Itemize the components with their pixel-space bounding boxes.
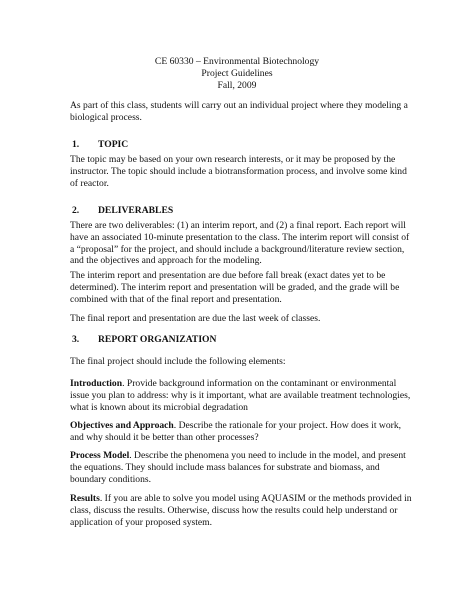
topic-paragraph: The topic may be based on your own research interests, or it may be proposed by the instructor. The topic should include a biotransformation process, and involve some kind of reactor. bbox=[70, 154, 407, 189]
element-text: . Provide background information on the contaminant or environmental issue you plan to address: why is it important, what are available treatment technologies, what is known about its microbial degradation bbox=[70, 378, 411, 413]
element-results bbox=[70, 493, 415, 528]
intro-paragraph: As part of this class, students will carry out an individual project where they modeling a biological process. bbox=[70, 100, 408, 123]
document-title: Project Guidelines bbox=[201, 67, 273, 79]
element-process-model bbox=[70, 450, 415, 485]
deliverables-paragraph-3: The final report and presentation are due the last week of classes. bbox=[70, 313, 321, 324]
element-objectives-and-approach bbox=[70, 420, 415, 444]
section-heading-topic bbox=[72, 139, 128, 151]
element-term: Process Model bbox=[70, 450, 130, 461]
course-title: CE 60330 – Environmental Biotechnology bbox=[154, 56, 320, 67]
element-term: Introduction bbox=[70, 378, 123, 389]
section-title: DELIVERABLES bbox=[98, 205, 174, 216]
deliverables-paragraph-2: The interim report and presentation are due before fall break (exact dates yet to be determined). The interim report and presentation will be graded, and the grade will be combined with that of the final report and presentation. bbox=[70, 270, 400, 305]
element-text: . Describe the rationale for your project. How does it work, and why should it be better than other processes? bbox=[70, 420, 402, 443]
section-heading-report-organization bbox=[72, 334, 216, 346]
element-text: . If you are able to solve you model using AQUASIM or the methods provided in class, discuss the results. Otherwise, discuss how the results could help understand or application of your proposed system. bbox=[70, 493, 412, 528]
element-text: . Describe the phenomena you need to include in the model, and present the equations. They should include mass balances for substrate and biomass, and boundary conditions. bbox=[70, 450, 406, 485]
section-number: 2. bbox=[72, 205, 80, 216]
section-title: REPORT ORGANIZATION bbox=[98, 334, 217, 345]
document-header bbox=[0, 56, 474, 91]
element-term: Objectives and Approach bbox=[70, 420, 174, 431]
document-term: Fall, 2009 bbox=[217, 79, 257, 91]
section-title: TOPIC bbox=[98, 139, 129, 150]
deliverables-paragraph-1: There are two deliverables: (1) an interim report, and (2) a final report. Each report will have an associated 10-minute presentation to the class. The interim report will consist of a “proposal” for the project, and should include a background/literature review section, and the objectives and approach for the modeling. bbox=[70, 220, 410, 267]
section-heading-deliverables bbox=[72, 205, 173, 217]
report-organization-intro: The final project should include the following elements: bbox=[70, 356, 286, 367]
element-term: Results bbox=[70, 493, 100, 504]
element-introduction bbox=[70, 378, 415, 413]
section-number: 3. bbox=[72, 334, 80, 345]
section-number: 1. bbox=[72, 139, 80, 150]
